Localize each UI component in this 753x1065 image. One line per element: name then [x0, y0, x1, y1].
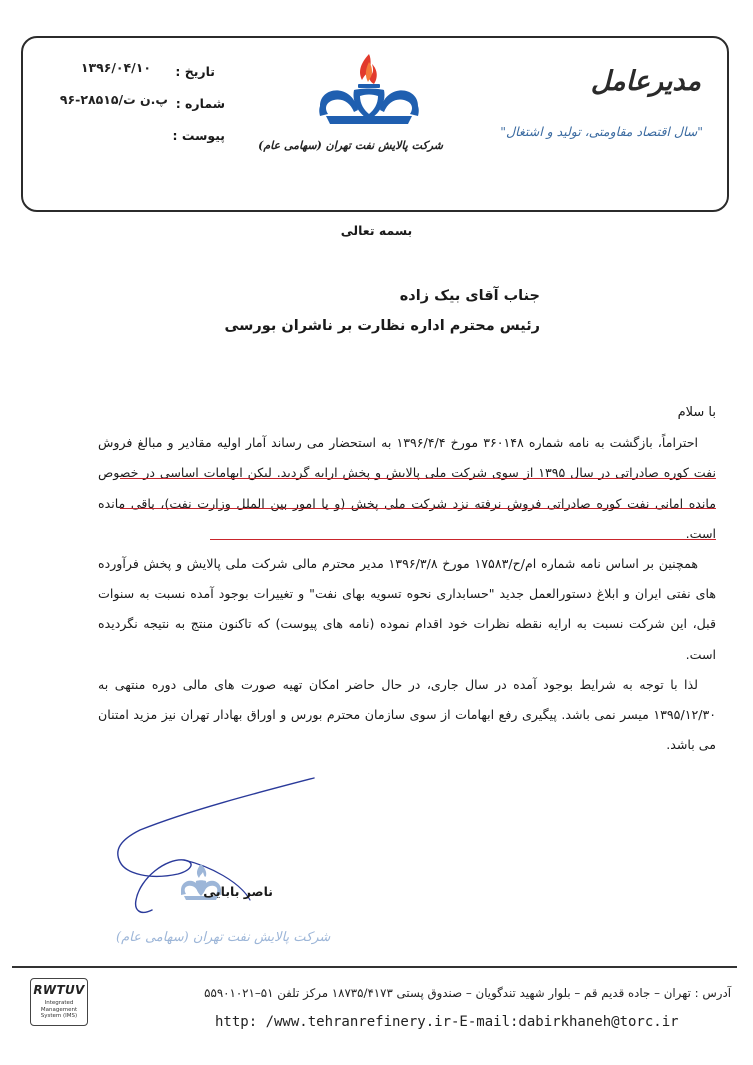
company-name: شرکت پالایش نفت تهران (سهامی عام) — [258, 139, 443, 152]
recipient-position: رئیس محترم اداره نظارت بر ناشران بورسی — [224, 318, 540, 334]
ceo-title: مدیرعامل — [590, 66, 701, 97]
signer-name: ناصر بابایی — [203, 884, 273, 899]
certification-brand: RWTUV — [33, 983, 85, 997]
basmala: بسمه تعالی — [340, 223, 413, 238]
footer-address: آدرس : تهران – جاده قدیم قم – بلوار شهید تندگویان – صندوق پستی ۱۸۷۳۵/۴۱۷۳ مرکز تلفن ۵۱–۵۵۹۰۱۰۲۱ — [204, 986, 731, 1000]
date-value: ۱۳۹۶/۰۴/۱۰ — [80, 60, 151, 75]
slogan: "سال اقتصاد مقاومتی، تولید و اشتغال" — [500, 124, 703, 139]
certification-subtitle: Integrated Management System (IMS) — [40, 1000, 78, 1019]
highlight-underline — [210, 539, 716, 540]
attachment-label: پیوست : — [172, 128, 225, 143]
number-label: شماره : — [175, 96, 225, 111]
letter-body — [98, 398, 716, 760]
company-logo-icon — [314, 50, 424, 132]
salutation: با سلام — [677, 405, 716, 420]
stamp-text: شرکت پالایش نفت تهران (سهامی عام) — [116, 930, 331, 945]
number-value: پ.ن ت/۲۸۵۱۵-۹۶ — [59, 92, 168, 107]
paragraph-2: همچنین بر اساس نامه شماره ام/ح/۱۷۵۸۳ مورخ ۱۳۹۶/۳/۸ مدیر محترم مالی شرکت ملی پالایش و پخش فرآورده های نفتی ایران و ابلاغ دستورالعمل جدید "حسابداری نحوه تسویه بهای نفت" و تغییرات بوجود آمده نسبت به سنوات قبل، این شرکت نسبت به ارایه نقطه نظرات خود اقدام نموده (نامه های پیوست) که تاکنون منتج به نتیجه نگردیده است. — [98, 556, 716, 662]
footer-divider — [12, 966, 737, 968]
flame-icon — [360, 54, 377, 84]
highlight-underline — [120, 478, 716, 479]
footer-web[interactable]: http: /www.tehranrefinery.ir-E-mail:dabirkhaneh@torc.ir — [215, 1014, 679, 1030]
recipient-name: جناب آقای بیک زاده — [399, 288, 540, 304]
paragraph-1: احتراماً، بازگشت به نامه شماره ۳۶۰۱۴۸ مورخ ۱۳۹۶/۴/۴ به استحضار می رساند آمار اولیه مقادیر و مبالغ فروش نفت کوره صادراتی در سال ۱۳۹۵ از سوی شرکت ملی پالایش و پخش ارایه گردید. لیکن ابهامات اساسی در خصوص مانده امانی نفت کوره صادراتی فروش نرفته نزد شرکت ملی پخش (و یا امور بین الملل وزارت نفت)، باقی مانده است. — [98, 435, 717, 541]
date-label: تاریخ : — [175, 64, 215, 79]
highlight-underline — [120, 508, 716, 509]
paragraph-3: لذا با توجه به شرایط بوجود آمده در سال جاری، در حال حاضر امکان تهیه صورت های مالی دوره منتهی به ۱۳۹۵/۱۲/۳۰ میسر نمی باشد. پیگیری رفع ابهامات از سوی سازمان محترم بورس و اوراق بهادار تهران نیز مزید امتنان می باشد. — [98, 676, 716, 753]
certification-badge — [30, 978, 88, 1026]
